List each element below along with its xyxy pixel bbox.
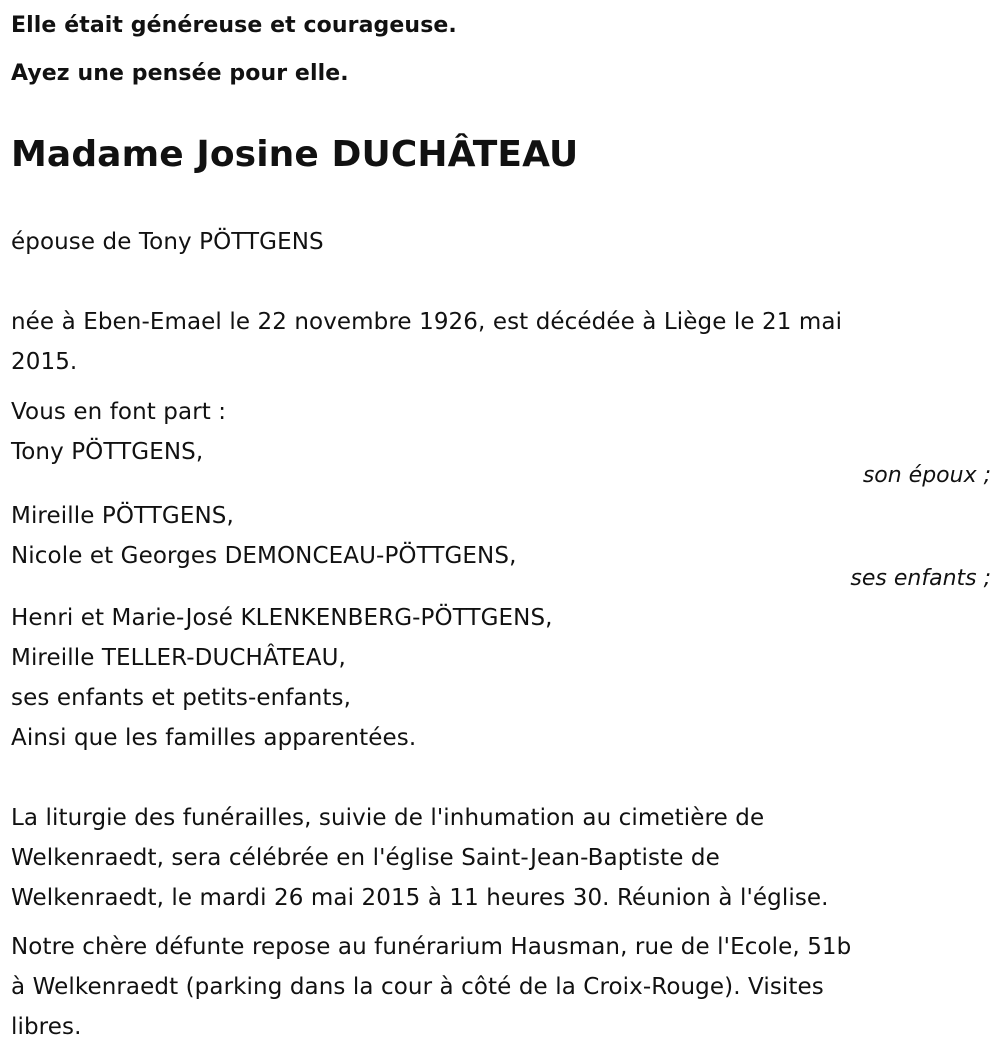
visitation-line-2: à Welkenraedt (parking dans la cour à côté de la Croix-Rouge). Visites <box>11 974 824 1000</box>
family-children-role: ses enfants ; <box>850 566 991 591</box>
spouse-line: épouse de Tony PÖTTGENS <box>11 229 324 255</box>
family-child-1: Mireille PÖTTGENS, <box>11 503 234 529</box>
deceased-name: Madame Josine DUCHÂTEAU <box>11 134 579 175</box>
family-spouse-role: son époux ; <box>862 463 991 488</box>
family-other-1: Henri et Marie-José KLENKENBERG-PÖTTGENS, <box>11 605 553 631</box>
intro-line-1: Elle était généreuse et courageuse. <box>11 13 457 38</box>
family-child-2: Nicole et Georges DEMONCEAU-PÖTTGENS, <box>11 543 517 569</box>
birth-death-line-2: 2015. <box>11 349 78 375</box>
family-intro: Vous en font part : <box>11 399 227 425</box>
family-spouse-name: Tony PÖTTGENS, <box>11 439 204 465</box>
family-other-3: ses enfants et petits-enfants, <box>11 685 351 711</box>
family-other-4: Ainsi que les familles apparentées. <box>11 725 417 751</box>
intro-line-2: Ayez une pensée pour elle. <box>11 61 349 86</box>
visitation-line-3: libres. <box>11 1014 82 1040</box>
ceremony-line-2: Welkenraedt, sera célébrée en l'église Saint-Jean-Baptiste de <box>11 845 720 871</box>
family-other-2: Mireille TELLER-DUCHÂTEAU, <box>11 645 346 671</box>
birth-death-line-1: née à Eben-Emael le 22 novembre 1926, est décédée à Liège le 21 mai <box>11 309 843 335</box>
visitation-line-1: Notre chère défunte repose au funérarium Hausman, rue de l'Ecole, 51b <box>11 934 852 960</box>
ceremony-line-3: Welkenraedt, le mardi 26 mai 2015 à 11 heures 30. Réunion à l'église. <box>11 885 829 911</box>
ceremony-line-1: La liturgie des funérailles, suivie de l'inhumation au cimetière de <box>11 805 765 831</box>
